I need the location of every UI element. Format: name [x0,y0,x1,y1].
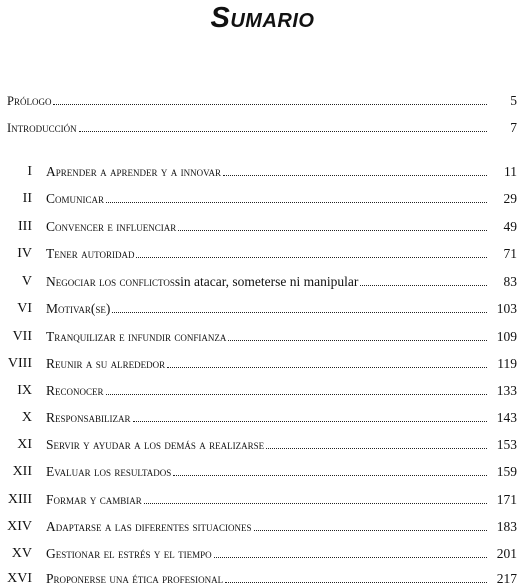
toc-chapter-row[interactable] [0,351,525,371]
dot-leader [106,201,487,203]
chapter-label: Reunir a su alrededor [46,356,166,371]
toc-chapter-row[interactable] [0,269,525,289]
dot-leader [144,502,487,504]
chapter-page: 217 [496,571,517,586]
chapter-label: Servir y ayudar a los demás a realizarse [46,437,265,452]
chapter-page: 153 [496,437,517,452]
dot-leader [173,474,487,476]
toc-entry-introduccion[interactable] [0,115,525,135]
toc-entry-page: 7 [510,120,517,135]
chapter-label-extra: sin atacar, someterse ni manipular [174,274,359,289]
toc-chapter-row[interactable] [0,296,525,316]
chapter-page: 49 [503,219,517,234]
chapter-label: Aprender a aprender y a innovar [46,164,221,179]
chapter-label: Gestionar el estrés y el tiempo [46,546,212,561]
chapter-page: 11 [504,164,517,179]
dot-leader [178,229,487,231]
toc-chapter-row[interactable] [0,405,525,425]
chapter-page: 183 [496,519,517,534]
toc-chapter-row[interactable] [0,186,525,206]
chapter-page: 119 [497,356,517,371]
dot-leader [254,529,487,531]
dot-leader [167,366,487,368]
chapter-number: XVI [7,571,32,586]
chapter-page: 133 [496,383,517,398]
dot-leader [228,339,487,341]
toc-entry-label: Introducción [7,121,77,135]
toc-entry-prologo[interactable] [0,88,525,108]
dot-leader [266,447,487,449]
dot-leader [79,130,487,132]
chapter-label: Negociar los conflictos [46,274,175,289]
chapter-page: 109 [496,329,517,344]
chapter-number: XIII [7,492,32,507]
toc-chapter-row[interactable] [0,241,525,261]
chapter-label: Comunicar [46,191,105,206]
chapter-page: 171 [496,492,517,507]
dot-leader [112,311,487,313]
chapter-page: 201 [496,546,517,561]
toc-chapter-row[interactable] [0,214,525,234]
chapter-number: III [18,219,32,234]
chapter-number: VIII [7,356,32,371]
chapter-number: VI [17,301,32,316]
toc-chapter-row[interactable] [0,432,525,452]
chapter-label: Convencer e influenciar [46,219,177,234]
chapter-label: Responsabilizar [46,410,131,425]
chapter-number: XIV [7,519,32,534]
chapter-label: Motivar(se) [46,301,111,316]
chapter-label: Reconocer [46,383,104,398]
chapter-label: Formar y cambiar [46,492,142,507]
toc-chapter-row[interactable] [0,459,525,479]
dot-leader [223,174,487,176]
toc-chapter-row[interactable] [0,487,525,507]
chapter-label: Proponerse una ética profesional [46,571,224,586]
dot-leader [214,556,487,558]
chapter-label: Tranquilizar e infundir confianza [46,329,227,344]
chapter-number: IV [17,246,32,261]
chapter-number: XV [11,546,32,561]
chapter-number: X [21,410,32,425]
toc-chapter-row[interactable] [0,324,525,344]
chapter-number: V [21,274,32,289]
chapter-number: I [27,164,32,179]
dot-leader [225,581,487,583]
toc-chapter-row[interactable] [0,541,525,561]
chapter-number: XI [17,437,32,452]
chapter-page: 71 [503,246,517,261]
chapter-label: Adaptarse a las diferentes situaciones [46,519,252,534]
dot-leader [106,393,487,395]
chapter-label: Evaluar los resultados [46,464,172,479]
chapter-number: II [22,191,32,206]
chapter-page: 83 [503,274,517,289]
page-title: Sumario [210,2,315,34]
toc-chapter-row[interactable] [0,514,525,534]
toc-entry-page: 5 [510,93,517,108]
toc-chapter-row[interactable] [0,159,525,179]
chapter-number: IX [17,383,32,398]
dot-leader [360,284,487,286]
toc-chapter-row[interactable] [0,378,525,398]
chapter-page: 159 [496,464,517,479]
chapter-page: 29 [503,191,517,206]
dot-leader [53,103,487,105]
chapter-label: Tener autoridad [46,246,135,261]
toc-chapter-row[interactable] [0,566,525,586]
dot-leader [133,420,487,422]
toc-entry-label: Prólogo [7,94,52,108]
chapter-number: XII [12,464,32,479]
dot-leader [136,256,487,258]
chapter-number: VII [12,329,32,344]
chapter-page: 143 [496,410,517,425]
chapter-page: 103 [496,301,517,316]
